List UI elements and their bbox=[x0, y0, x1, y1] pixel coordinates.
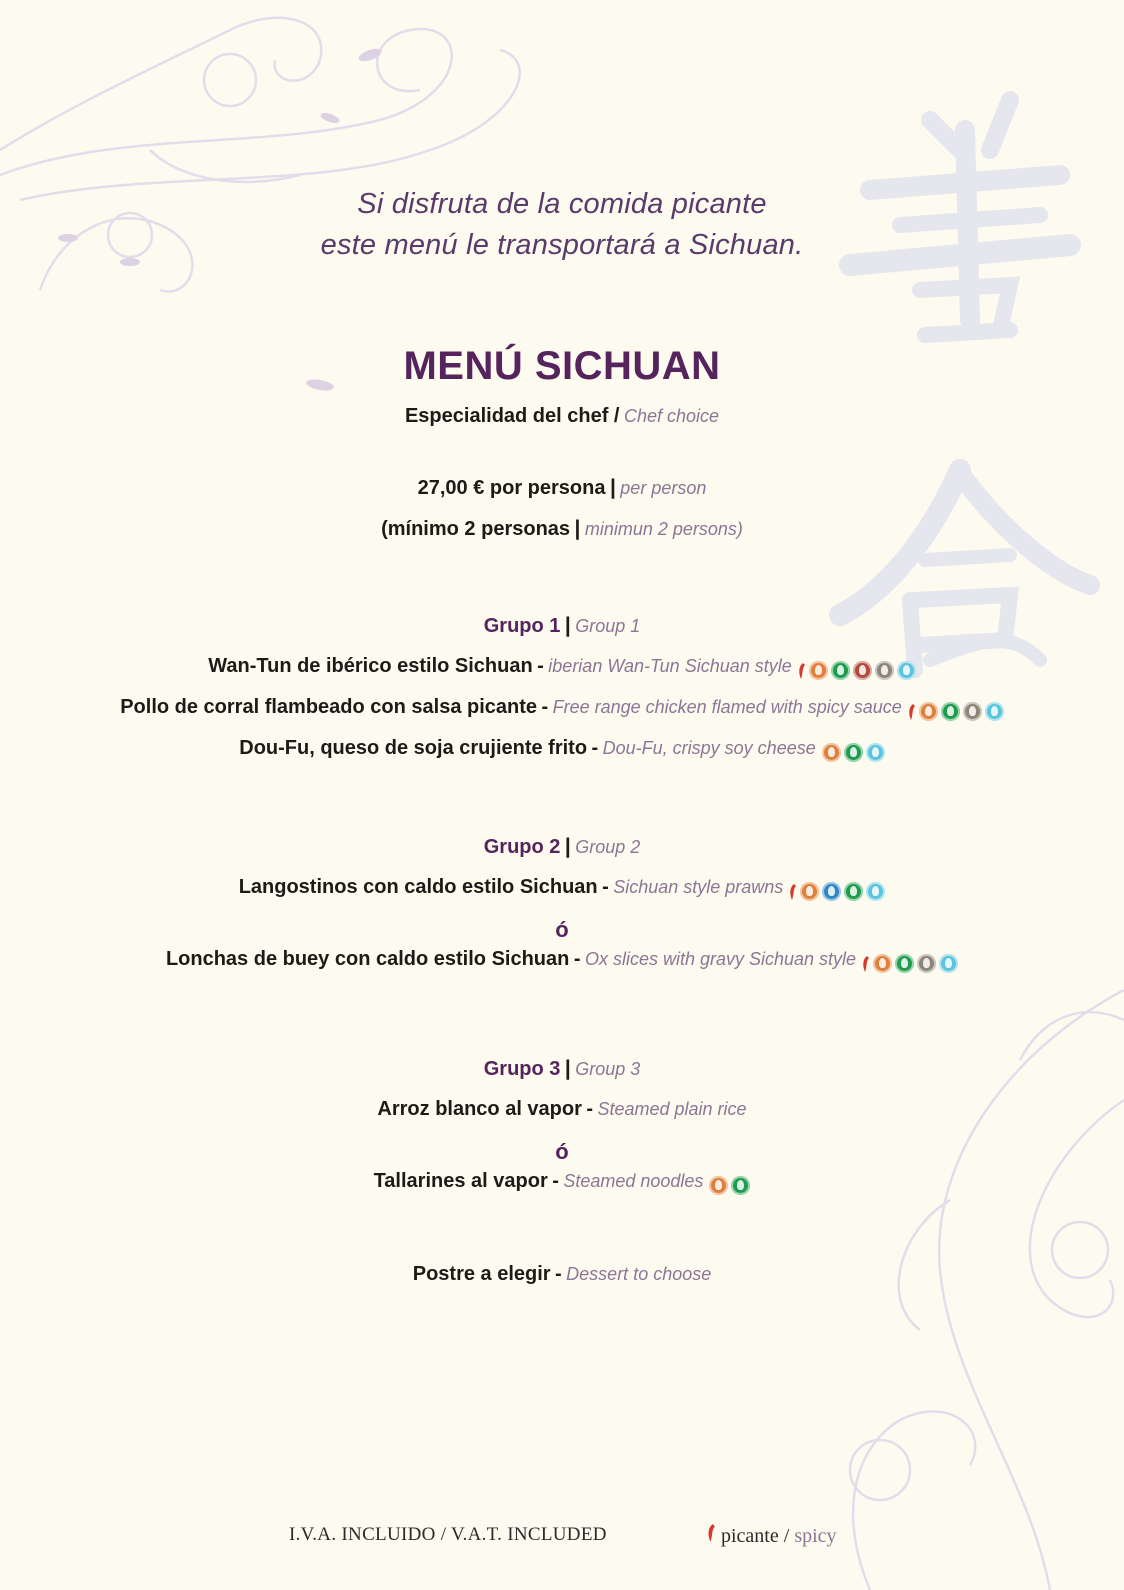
dash-separator: - bbox=[586, 1098, 594, 1120]
chili-pepper-icon bbox=[797, 662, 806, 680]
group-1-heading bbox=[0, 614, 1124, 638]
divider-bar: | bbox=[609, 476, 616, 499]
celery-icon bbox=[844, 743, 863, 762]
mollusc-icon bbox=[985, 702, 1004, 721]
celery-icon bbox=[831, 661, 850, 680]
or-separator: ó bbox=[555, 1139, 569, 1164]
menu-item bbox=[0, 696, 1124, 721]
soy-icon bbox=[917, 954, 936, 973]
group-label-en: Group 1 bbox=[575, 616, 641, 636]
subtitle-en: Chef choice bbox=[623, 406, 720, 426]
crustacean-icon bbox=[822, 882, 841, 901]
celery-icon bbox=[844, 882, 863, 901]
mollusc-icon bbox=[897, 661, 916, 680]
dash-separator: - bbox=[591, 737, 599, 759]
dish-name-es: Pollo de corral flambeado con salsa picante bbox=[120, 696, 538, 718]
gluten-icon bbox=[809, 661, 828, 680]
or-separator: ó bbox=[555, 917, 569, 942]
dessert-en: Dessert to choose bbox=[566, 1264, 712, 1284]
group-label-es: Grupo 2 bbox=[483, 836, 561, 858]
allergen-icons bbox=[786, 882, 885, 901]
allergen-icons bbox=[819, 743, 885, 762]
dish-name-es: Lonchas de buey con caldo estilo Sichuan bbox=[165, 948, 570, 970]
dash-separator: - bbox=[555, 1263, 562, 1285]
dash-separator: - bbox=[541, 696, 549, 718]
dessert-line bbox=[0, 1263, 1124, 1286]
spicy-legend bbox=[704, 1522, 837, 1548]
gluten-icon bbox=[873, 954, 892, 973]
group-label-en: Group 2 bbox=[575, 837, 641, 857]
allergen-icons bbox=[795, 661, 916, 680]
group-2-heading bbox=[0, 835, 1124, 859]
gluten-icon bbox=[800, 882, 819, 901]
chili-pepper-icon bbox=[861, 955, 870, 973]
mollusc-icon bbox=[866, 743, 885, 762]
dish-name-es: Langostinos con caldo estilo Sichuan bbox=[238, 876, 598, 898]
allergen-icons bbox=[706, 1176, 750, 1195]
minimum-en: minimun 2 persons) bbox=[584, 519, 743, 539]
dish-name-es: Dou-Fu, queso de soja crujiente frito bbox=[239, 737, 588, 759]
divider-bar: | bbox=[564, 614, 571, 637]
tagline-line-1: Si disfruta de la comida picante bbox=[357, 188, 767, 220]
price-es: 27,00 € por persona bbox=[417, 477, 606, 499]
divider-bar: | bbox=[564, 835, 571, 858]
dish-name-es: Tallarines al vapor bbox=[373, 1170, 548, 1192]
gluten-icon bbox=[709, 1176, 728, 1195]
gluten-icon bbox=[919, 702, 938, 721]
group-label-es: Grupo 3 bbox=[483, 1058, 561, 1080]
price-line bbox=[0, 476, 1124, 500]
divider-bar: | bbox=[564, 1057, 571, 1080]
menu-title: MENÚ SICHUAN bbox=[403, 344, 721, 388]
subtitle-es: Especialidad del chef / bbox=[404, 405, 620, 427]
chef-choice-line bbox=[0, 405, 1124, 428]
dash-separator: - bbox=[537, 655, 544, 677]
celery-icon bbox=[941, 702, 960, 721]
vat-included-note: I.V.A. INCLUIDO / V.A.T. INCLUDED bbox=[289, 1524, 607, 1545]
menu-item bbox=[0, 1170, 1124, 1195]
dish-name-en: iberian Wan-Tun Sichuan style bbox=[548, 656, 792, 676]
group-label-es: Grupo 1 bbox=[483, 615, 561, 637]
dessert-es: Postre a elegir bbox=[412, 1263, 551, 1285]
dish-name-en: Free range chicken flamed with spicy sauce bbox=[552, 697, 902, 717]
celery-icon bbox=[895, 954, 914, 973]
gluten-icon bbox=[822, 743, 841, 762]
menu-item bbox=[0, 948, 1124, 973]
menu-item bbox=[0, 1098, 1124, 1121]
minimum-es: (mínimo 2 personas bbox=[381, 518, 571, 540]
menu-item bbox=[0, 655, 1124, 680]
chili-pepper-icon bbox=[788, 883, 797, 901]
dish-name-en: Dou-Fu, crispy soy cheese bbox=[602, 738, 816, 758]
soy-icon bbox=[875, 661, 894, 680]
peanut-icon bbox=[853, 661, 872, 680]
spicy-label-es: picante bbox=[721, 1525, 779, 1547]
price-en: per person bbox=[620, 478, 707, 498]
dish-name-en: Sichuan style prawns bbox=[613, 877, 784, 897]
dish-name-es: Arroz blanco al vapor bbox=[377, 1098, 582, 1120]
dish-name-en: Steamed noodles bbox=[563, 1171, 704, 1191]
menu-item bbox=[0, 737, 1124, 762]
tagline-line-2: este menú le transportará a Sichuan. bbox=[320, 229, 804, 261]
dish-name-en: Ox slices with gravy Sichuan style bbox=[584, 949, 857, 969]
dash-separator: - bbox=[573, 948, 581, 970]
mollusc-icon bbox=[866, 882, 885, 901]
chili-pepper-icon bbox=[706, 1522, 716, 1544]
allergen-icons bbox=[905, 702, 1004, 721]
minimum-line bbox=[0, 517, 1124, 541]
divider-bar: | bbox=[574, 517, 581, 540]
chili-pepper-icon bbox=[907, 703, 916, 721]
dash-separator: - bbox=[602, 876, 609, 898]
group-3-heading bbox=[0, 1057, 1124, 1081]
soy-icon bbox=[963, 702, 982, 721]
dish-name-es: Wan-Tun de ibérico estilo Sichuan bbox=[208, 655, 533, 677]
dish-name-en: Steamed plain rice bbox=[597, 1099, 747, 1119]
spicy-label-en: spicy bbox=[794, 1525, 837, 1547]
slash-separator: / bbox=[783, 1525, 790, 1547]
celery-icon bbox=[731, 1176, 750, 1195]
dash-separator: - bbox=[552, 1170, 559, 1192]
menu-item bbox=[0, 876, 1124, 901]
mollusc-icon bbox=[939, 954, 958, 973]
allergen-icons bbox=[859, 954, 958, 973]
group-label-en: Group 3 bbox=[575, 1059, 641, 1079]
